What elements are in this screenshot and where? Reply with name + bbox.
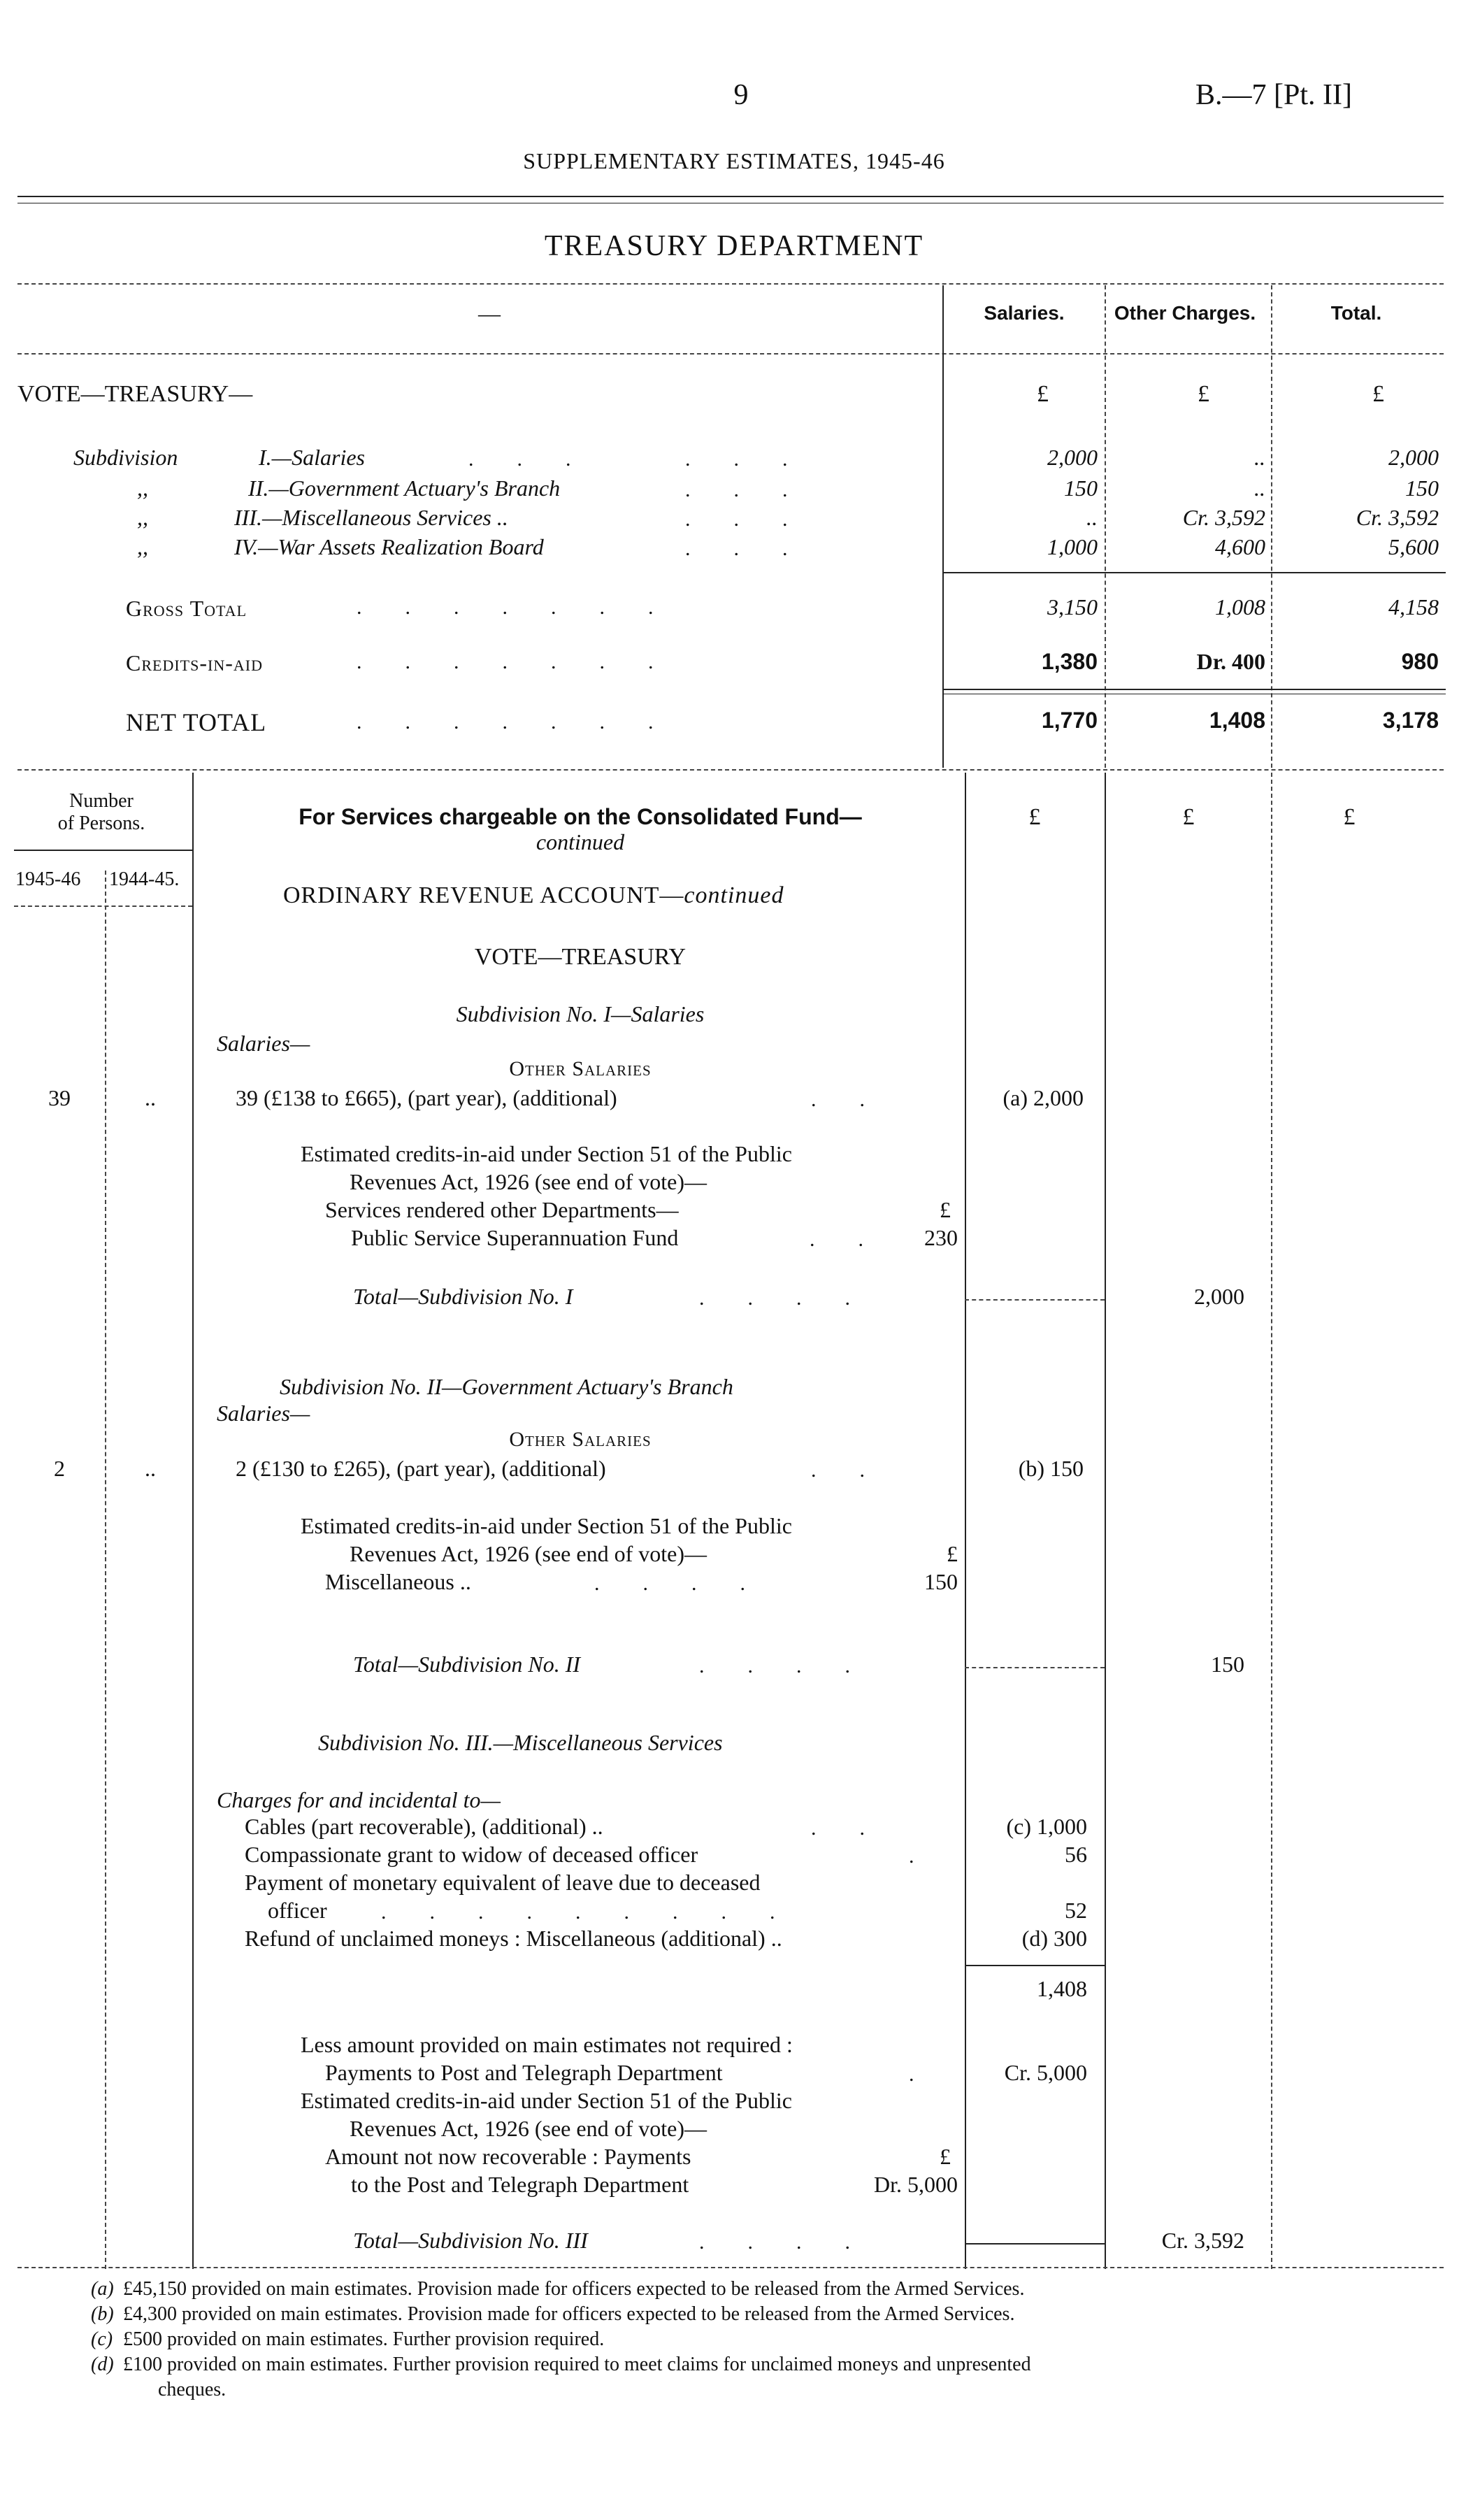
gross-salaries: 3,150 xyxy=(1047,594,1098,620)
credits-text: Public Service Superannuation Fund xyxy=(351,1225,679,1250)
charge-amount: (c) 1,000 xyxy=(1006,1814,1087,1839)
services-title: For Services chargeable on the Consolidated Fund— xyxy=(299,804,862,829)
persons-1944: .. xyxy=(145,1456,156,1481)
subdivision-label: II.—Government Actuary's Branch xyxy=(248,475,561,501)
credits-pound: £ xyxy=(940,1197,951,1222)
rule xyxy=(17,2267,1444,2268)
salary-amount: (b) 150 xyxy=(1018,1456,1084,1481)
summary-total-value: 150 xyxy=(1405,475,1439,501)
credits-text: to the Post and Telegraph Department xyxy=(351,2172,689,2197)
summary-salaries-value: 2,000 xyxy=(1047,445,1098,470)
currency-symbol: £ xyxy=(1343,804,1356,830)
column-heading-salaries: Salaries. xyxy=(984,302,1065,324)
summary-salaries-value: 1,000 xyxy=(1047,534,1098,559)
net-total-label: NET TOTAL xyxy=(126,708,267,736)
credits-amount: 150 xyxy=(924,1569,958,1594)
less-amount: Cr. 5,000 xyxy=(1004,2060,1087,2085)
column-divider xyxy=(965,773,966,2269)
subdivision-total-label: Total—Subdivision No. III xyxy=(353,2228,588,2253)
leader-dots: ... xyxy=(685,478,831,501)
subdivision-2-title: Subdivision No. II—Government Actuary's Branch xyxy=(280,1374,733,1399)
running-title: SUPPLEMENTARY ESTIMATES, 1945-46 xyxy=(523,148,945,173)
currency-symbol: £ xyxy=(1037,381,1049,407)
charges-heading: Charges for and incidental to— xyxy=(217,1787,501,1812)
credits-total: 980 xyxy=(1401,649,1439,674)
footnote-text: £100 provided on main estimates. Further provision required to meet claims for unclaimed moneys and unpresented xyxy=(123,2354,1031,2375)
currency-symbol: £ xyxy=(1028,804,1041,830)
leader-dots: ... xyxy=(685,448,831,471)
persons-1945: 2 xyxy=(54,1456,65,1481)
subdivision-total: Cr. 3,592 xyxy=(1161,2228,1244,2253)
leader-dots: ......... xyxy=(381,1900,819,1924)
subdivision-total: 2,000 xyxy=(1194,1284,1244,1309)
leader-dots: .... xyxy=(594,1572,789,1595)
credits-pound: £ xyxy=(940,2144,951,2169)
credits-other: Dr. 400 xyxy=(1196,649,1265,674)
less-text: Less amount provided on main estimates not required : xyxy=(301,2032,793,2057)
credits-text: Estimated credits-in-aid under Section 51 of the Public xyxy=(301,1513,792,1538)
credits-text: Estimated credits-in-aid under Section 51 of the Public xyxy=(301,1141,792,1166)
rule xyxy=(14,850,192,851)
rule xyxy=(965,1299,1105,1301)
account-title xyxy=(283,882,784,909)
gross-total-label: Gross Total xyxy=(126,596,247,621)
credits-text: Miscellaneous .. xyxy=(325,1569,471,1594)
year-column-1944: 1944-45. xyxy=(109,868,180,890)
net-salaries: 1,770 xyxy=(1041,708,1098,733)
less-text: Payments to Post and Telegraph Department xyxy=(325,2060,723,2085)
footnote-text: £45,150 provided on main estimates. Provision made for officers expected to be released from the Armed Services. xyxy=(123,2278,1025,2300)
leader-dots: ....... xyxy=(357,650,697,673)
other-salaries-heading: Other Salaries xyxy=(509,1428,652,1451)
account-label: ORDINARY REVENUE ACCOUNT— xyxy=(283,882,684,908)
summary-other-value: .. xyxy=(1254,475,1265,501)
leader-dots: . xyxy=(909,2063,958,2086)
currency-symbol: £ xyxy=(1198,381,1209,407)
credits-pound: £ xyxy=(947,1541,958,1566)
summary-blank-column-heading: — xyxy=(478,301,501,326)
charge-amount: 52 xyxy=(1065,1898,1087,1923)
rule xyxy=(17,769,1444,771)
column-heading-other-charges: Other Charges. xyxy=(1114,302,1256,324)
summary-other-value: Cr. 3,592 xyxy=(1182,505,1265,530)
credits-in-aid-label: Credits-in-aid xyxy=(126,650,263,675)
leader-dots: ... xyxy=(685,508,831,531)
charge-amount: (d) 300 xyxy=(1021,1926,1087,1951)
charge-item: Cables (part recoverable), (additional) .. xyxy=(245,1814,603,1839)
persons-1944: .. xyxy=(145,1085,156,1110)
credits-amount: 230 xyxy=(924,1225,958,1250)
salary-amount: (a) 2,000 xyxy=(1003,1085,1084,1110)
subdivision-1-title: Subdivision No. I—Salaries xyxy=(456,1001,705,1026)
leader-dots: .. xyxy=(810,1228,907,1251)
year-column-1945: 1945-46 xyxy=(15,868,81,890)
currency-symbol: £ xyxy=(1182,804,1195,830)
net-total: 3,178 xyxy=(1382,708,1439,733)
leader-dots: .... xyxy=(699,1287,893,1310)
gross-other: 1,008 xyxy=(1215,594,1265,620)
credits-salaries: 1,380 xyxy=(1041,649,1098,674)
column-divider xyxy=(942,285,944,768)
leader-dots: .. xyxy=(811,1088,908,1111)
summary-total-value: 2,000 xyxy=(1388,445,1439,470)
charge-item: Refund of unclaimed moneys : Miscellaneous (additional) .. xyxy=(245,1926,782,1951)
vote-title: VOTE—TREASURY— xyxy=(17,381,253,407)
subdivision-prefix: Subdivision xyxy=(73,445,178,470)
currency-symbol: £ xyxy=(1372,381,1384,407)
gross-total: 4,158 xyxy=(1388,594,1439,620)
column-divider xyxy=(105,871,106,2269)
column-divider xyxy=(1271,773,1272,2269)
column-divider xyxy=(1105,773,1106,2269)
credits-text: Revenues Act, 1926 (see end of vote)— xyxy=(350,1169,707,1194)
footnote-text: £4,300 provided on main estimates. Provision made for officers expected to be released from the Armed Services. xyxy=(123,2303,1015,2325)
leader-dots: ... xyxy=(685,537,831,560)
credits-text: Services rendered other Departments— xyxy=(325,1197,679,1222)
footnote-text: £500 provided on main estimates. Further provision required. xyxy=(123,2328,605,2350)
rule xyxy=(965,2243,1105,2245)
persons-1945: 39 xyxy=(48,1085,71,1110)
footnote-mark: (d) xyxy=(91,2354,114,2375)
footnote-mark: (a) xyxy=(91,2278,114,2300)
subdivision-prefix: ,, xyxy=(137,505,148,530)
leader-dots: .. xyxy=(811,1459,908,1482)
number-of-persons-heading: Number of Persons. xyxy=(57,790,145,834)
subdivision-total-label: Total—Subdivision No. II xyxy=(353,1652,581,1677)
vote-heading: VOTE—TREASURY xyxy=(474,944,687,970)
rule xyxy=(17,353,1444,355)
charge-item: Payment of monetary equivalent of leave due to deceased xyxy=(245,1870,761,1895)
subdivision-total-label: Total—Subdivision No. I xyxy=(353,1284,573,1309)
footnote-mark: (c) xyxy=(91,2328,113,2350)
rule xyxy=(942,689,1446,690)
page-number: 9 xyxy=(733,79,749,111)
rule xyxy=(14,905,192,907)
credits-text: Amount not now recoverable : Payments xyxy=(325,2144,691,2169)
summary-total-value: Cr. 3,592 xyxy=(1356,505,1439,530)
footnote-text: cheques. xyxy=(158,2379,227,2400)
subdivision-3-title: Subdivision No. III.—Miscellaneous Services xyxy=(318,1730,723,1755)
credits-text: Estimated credits-in-aid under Section 51 of the Public xyxy=(301,2088,792,2113)
column-divider xyxy=(1271,285,1272,768)
charge-item: officer xyxy=(268,1898,327,1923)
subdivision-label: III.—Miscellaneous Services .. xyxy=(234,505,508,530)
footnote-mark: (b) xyxy=(91,2303,114,2325)
services-continued: continued xyxy=(536,829,625,854)
leader-dots: ....... xyxy=(357,710,697,733)
charge-item: Compassionate grant to widow of deceased officer xyxy=(245,1842,698,1867)
page-reference: B.—7 [Pt. II] xyxy=(1195,79,1352,111)
column-heading-total: Total. xyxy=(1330,302,1382,324)
summary-other-value: 4,600 xyxy=(1215,534,1265,559)
summary-salaries-value: 150 xyxy=(1064,475,1098,501)
salaries-heading: Salaries— xyxy=(217,1401,310,1426)
summary-other-value: .. xyxy=(1254,445,1265,470)
subdivision-prefix: ,, xyxy=(137,534,148,559)
column-divider xyxy=(192,773,194,2269)
subdivision-label: I.—Salaries xyxy=(259,445,365,470)
summary-total-value: 5,600 xyxy=(1388,534,1439,559)
charge-amount: 56 xyxy=(1065,1842,1087,1867)
account-continued: continued xyxy=(684,882,784,908)
rule xyxy=(942,572,1446,573)
salary-line: 2 (£130 to £265), (part year), (additional) xyxy=(236,1456,606,1481)
salaries-heading: Salaries— xyxy=(217,1031,310,1056)
credits-text: Revenues Act, 1926 (see end of vote)— xyxy=(350,1541,707,1566)
rule xyxy=(17,283,1444,285)
rule xyxy=(17,196,1444,197)
rule xyxy=(965,1667,1105,1668)
net-other: 1,408 xyxy=(1209,708,1265,733)
leader-dots: ....... xyxy=(357,596,697,619)
leader-dots: ... xyxy=(468,448,615,471)
salary-line: 39 (£138 to £665), (part year), (additional) xyxy=(236,1085,617,1110)
leader-dots: .. xyxy=(811,1817,908,1840)
leader-dots: . xyxy=(909,1845,958,1868)
subdivision-prefix: ,, xyxy=(137,475,148,501)
credits-text: Revenues Act, 1926 (see end of vote)— xyxy=(350,2116,707,2141)
charges-subtotal: 1,408 xyxy=(1037,1976,1087,2001)
subdivision-total: 150 xyxy=(1211,1652,1244,1677)
department-title: TREASURY DEPARTMENT xyxy=(544,230,924,262)
subdivision-label: IV.—War Assets Realization Board xyxy=(234,534,544,559)
leader-dots: .... xyxy=(699,1654,893,1677)
summary-salaries-value: .. xyxy=(1086,505,1098,530)
other-salaries-heading: Other Salaries xyxy=(509,1057,652,1080)
column-divider xyxy=(1105,285,1106,768)
credits-amount: Dr. 5,000 xyxy=(874,2172,958,2197)
rule xyxy=(965,1965,1105,1966)
leader-dots: .... xyxy=(699,2231,893,2254)
